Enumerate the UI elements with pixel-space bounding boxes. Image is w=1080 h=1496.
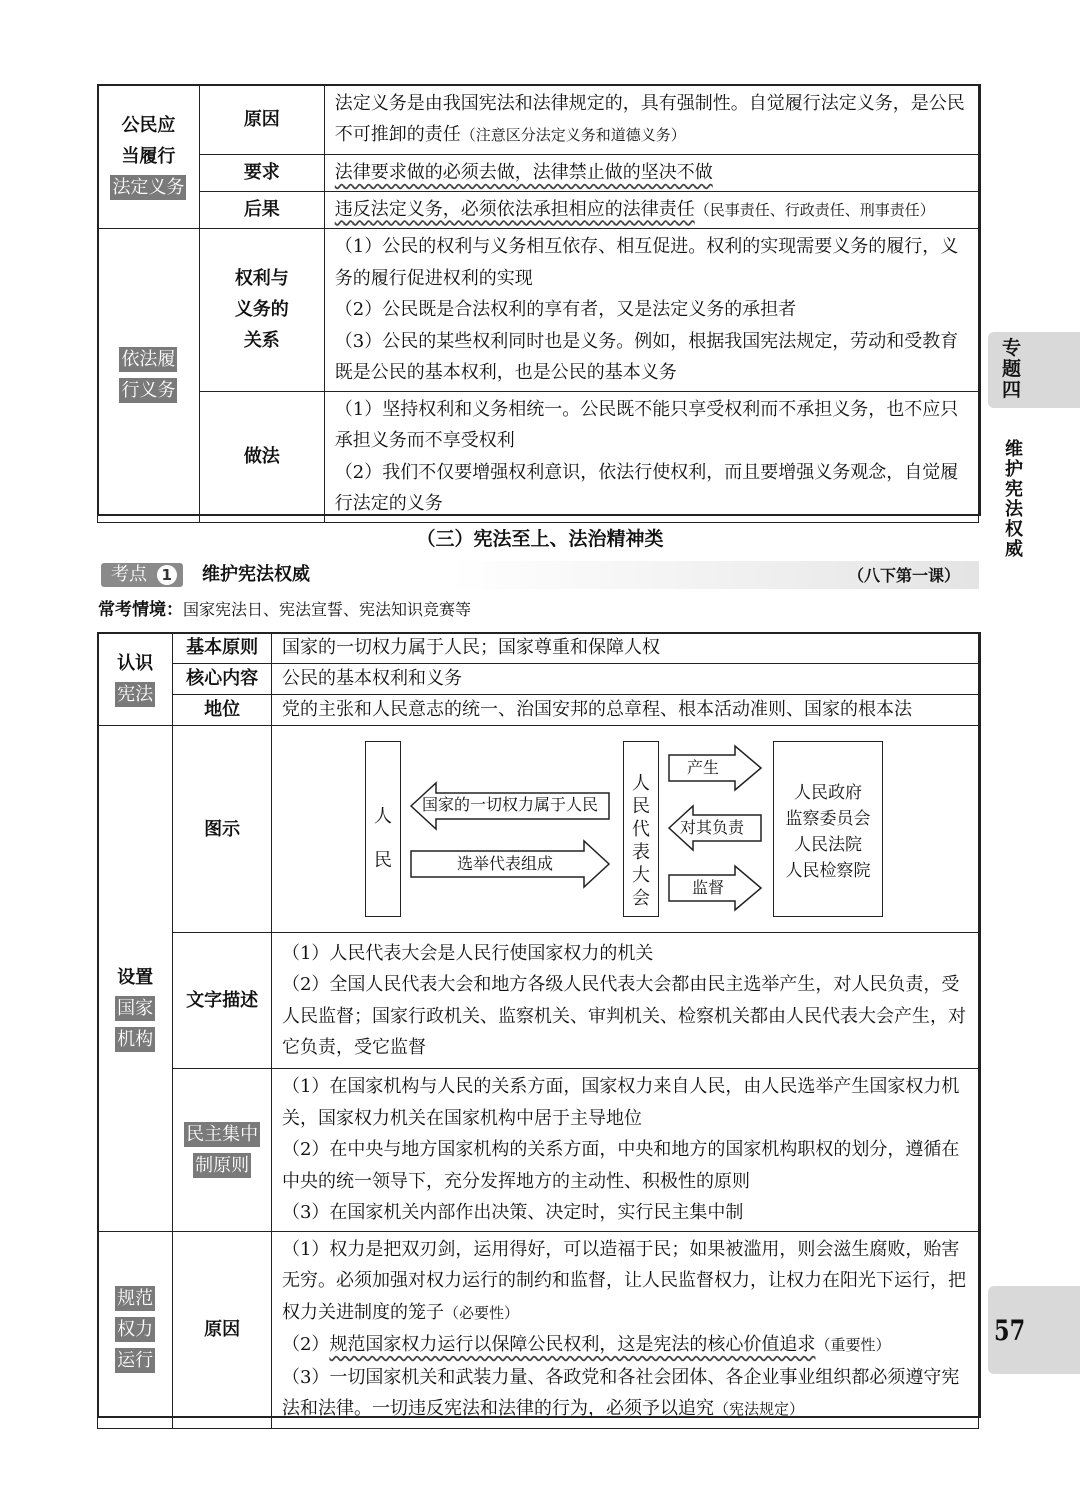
chapter-char: 法 <box>1005 499 1023 520</box>
npc-box <box>623 741 659 917</box>
cell-text-desc: （1）人民代表大会是人民行使国家权力的机关 （2）全国人民代表大会和地方各级人民代表大会都由民主选举产生，对人民负责，受人民监督；国家行政机关、监察机关、审判机关、检察机关都由人民代表大会产生，对它负责，受它监督 <box>271 933 978 1069</box>
cell-approach: （1）坚持权利和义务相统一。公民既不能只享受权利而不承担义务，也不应只承担义务而不享受权利 （2）我们不仅要增强权利意识，依法行使权利，而且要增强义务观念，自觉履行法定的义务 <box>324 391 978 522</box>
label-rights-duties: 权利与 义务的 关系 <box>199 229 324 392</box>
chapter-char: 权 <box>1005 519 1023 540</box>
cell-core: 公民的基本权利和义务 <box>271 664 978 695</box>
organs-box: 人民政府 监察委员会 人民法院 人民检察院 <box>773 741 883 917</box>
label-core: 核心内容 <box>173 664 272 695</box>
npc-char: 民 <box>631 796 650 817</box>
label-diagram: 图示 <box>173 726 272 933</box>
kaodian-title: 维护宪法权威 <box>202 564 310 585</box>
badge-legal-duty: 法定义务 <box>112 177 185 198</box>
label-democratic-centralism: 民主集中 制原则 <box>173 1069 272 1232</box>
label-consequence: 后果 <box>199 191 324 229</box>
kaodian-lesson: （八下第一课） <box>848 566 961 585</box>
chapter-char: 护 <box>1005 459 1023 480</box>
npc-char: 表 <box>631 842 650 863</box>
npc-char: 大 <box>631 865 650 886</box>
scenario: 常考情境：国家宪法日、宪法宣誓、宪法知识竞赛等 <box>98 600 472 620</box>
label-text-desc: 文字描述 <box>173 933 272 1069</box>
npc-char: 会 <box>631 888 650 909</box>
label-status: 地位 <box>173 695 272 726</box>
arrow-power-label: 国家的一切权力属于人民 <box>421 795 598 814</box>
arrow-supervise-label: 监督 <box>691 878 724 897</box>
cell-democratic-centralism: （1）在国家机构与人民的关系方面，国家权力来自人民，由人民选举产生国家权力机关，国家权力机关在国家机构中居于主导地位 （2）在中央与地方国家机构的关系方面，中央和地方的国家机构职权的划分，遵循在中央的统一领导下，充分发挥地方的主动性、积极性的原则 （3）在国家机关内部作出决策、决定时，实行民主集中制 <box>271 1069 978 1232</box>
cell-consequence: 违反法定义务，必须依法承担相应的法律责任（民事责任、行政责任、刑事责任） <box>324 191 978 229</box>
label-power-reason: 原因 <box>173 1231 272 1428</box>
group-setup-organs: 设置 国家 机构 <box>98 726 173 1232</box>
page-number-tab <box>988 1286 1080 1374</box>
chapter-char: 维 <box>1005 439 1023 460</box>
cell-requirement: 法律要求做的必须去做，法律禁止做的坚决不做 <box>324 155 978 192</box>
constitution-table-grid <box>97 632 979 1429</box>
topic-tab: 专 题 四 <box>988 332 1080 408</box>
npc-char: 人 <box>631 773 650 794</box>
cell-principle: 国家的一切权力属于人民；国家尊重和保障人权 <box>271 633 978 664</box>
group-fulfill-duty: 公民应 当履行 法定义务 <box>98 85 200 229</box>
label-reason: 原因 <box>199 85 324 155</box>
people-box: 人 民 <box>365 741 401 917</box>
arrow-responsible-label: 对其负责 <box>679 818 744 837</box>
arrow-elect-label: 选举代表组成 <box>456 854 553 873</box>
cell-status: 党的主张和人民意志的统一、治国安邦的总章程、根本活动准则、国家的根本法 <box>271 695 978 726</box>
chapter-title <box>1005 440 1023 560</box>
arrow-produce-label: 产生 <box>686 758 719 777</box>
cell-diagram <box>271 726 978 933</box>
kaodian-number: 1 <box>157 565 177 585</box>
npc-char: 代 <box>631 819 650 840</box>
label-principle: 基本原则 <box>173 633 272 664</box>
group-regulate-power: 规范 权力 运行 <box>98 1231 173 1428</box>
section-title: （三）宪法至上、法治精神类 <box>416 528 664 550</box>
group-understand: 认识 宪法 <box>98 633 173 726</box>
label-requirement: 要求 <box>199 155 324 192</box>
duty-table-grid <box>97 84 979 523</box>
kaodian-tag: 考点 1 <box>101 563 183 587</box>
page-number: 57 <box>994 1314 1026 1347</box>
group-perform-duty: 依法履 行义务 <box>98 229 200 523</box>
label-approach: 做法 <box>199 391 324 522</box>
chapter-char: 威 <box>1005 539 1023 560</box>
chapter-char: 宪 <box>1005 479 1023 500</box>
cell-reason: 法定义务是由我国宪法和法律规定的，具有强制性。自觉履行法定义务，是公民不可推卸的责任（注意区分法定义务和道德义务） <box>324 85 978 155</box>
cell-rights-duties: （1）公民的权利与义务相互依存、相互促进。权利的实现需要义务的履行，义务的履行促进权利的实现 （2）公民既是合法权利的享有者，又是法定义务的承担者 （3）公民的某些权利同时也是义务。例如，根据我国宪法规定，劳动和受教育既是公民的基本权利，也是公民的基本义务 <box>324 229 978 392</box>
cell-power-reason: （1）权力是把双刃剑，运用得好，可以造福于民；如果被滥用，则会滋生腐败，贻害无穷。必须加强对权力运行的制约和监督，让人民监督权力，让权力在阳光下运行，把权力关进制度的笼子（必要性） （2）规范国家权力运行以保障公民权利，这是宪法的核心价值追求（重要性） （3）一切国家机关和武装力量、各政党和各社会团体、各企业事业组织都必须遵守宪法和法律。一切违反宪法和法律的行为，必须予以追究（宪法规定） <box>271 1231 978 1428</box>
